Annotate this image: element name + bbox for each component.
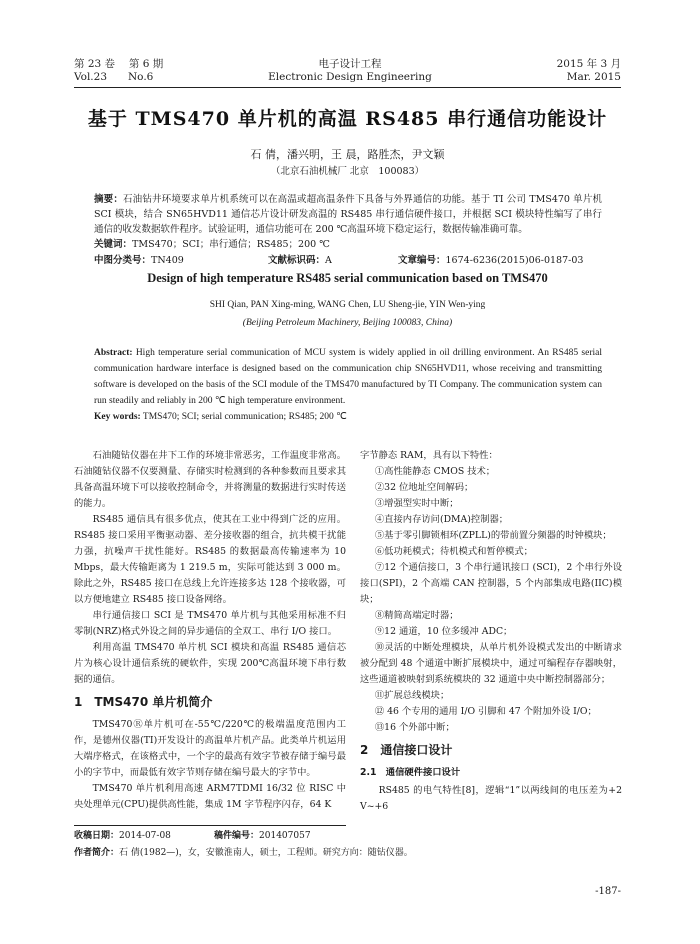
manuscript-number-label: 稿件编号：	[214, 831, 260, 841]
body-left-column	[74, 448, 346, 813]
author-bio-value: 石 倩(1982—)，女，安徽淮南人，硕士，工程师。研究方向：随钻仪器。	[119, 848, 413, 858]
clc-value: TN409	[151, 255, 184, 266]
body-right-column	[360, 448, 622, 815]
keywords-en-text: TMS470; SCI; serial communication; RS485; 200 ℃	[142, 412, 347, 422]
subsection-heading-2-1: 2.1 通信硬件接口设计	[360, 767, 461, 778]
clc-number	[94, 253, 184, 269]
manuscript-number	[214, 829, 311, 844]
keywords-cn-label: 关键词：	[94, 239, 133, 250]
paper-title-en: Design of high temperature RS485 serial communication based on TMS470	[147, 271, 548, 285]
list-item: ⑦12 个通信接口，3 个串行通讯接口 (SCI)，2 个串行外设接口(SPI)，2 个高端 CAN 控制器，5 个内部集成电路(IIC)模块；	[360, 562, 622, 605]
author-bio-label: 作者简介：	[74, 848, 120, 858]
abstract-cn	[94, 192, 602, 252]
paragraph: TMS470 单片机利用高速 ARM7TDMI 16/32 位 RISC 中央处理单元(CPU)提供高性能，集成 1M 字节程序闪存，64 K	[74, 783, 346, 810]
authors-cn: 石 倩，潘兴明，王 晨，路胜杰，尹文颖	[250, 148, 445, 161]
list-item: ⑩灵活的中断处理模块，从单片机外设模式发出的中断请求被分配到 48 个通道中断扩展模块中，通过可编程存存器映射，这些通道被映射到系统模块的 32 通道中央中断控制器部分；	[360, 642, 622, 685]
document-code	[268, 253, 332, 269]
publication-date-en: Mar. 2015	[566, 71, 621, 83]
list-item: ⑫ 46 个专用的通用 I/O 引脚和 47 个附加外设 I/O；	[374, 706, 597, 717]
publication-date-cn: 2015 年 3 月	[556, 58, 621, 70]
doc-code-value: A	[325, 255, 332, 266]
volume-issue	[74, 58, 163, 84]
list-item: ⑤基于零引脚锁相环(ZPLL)的带前置分频器的时钟模块；	[374, 530, 612, 541]
affiliation-cn: （北京石油机械厂 北京 100083）	[270, 166, 425, 177]
list-item: ①高性能静态 CMOS 技术；	[374, 466, 496, 477]
received-date-value: 2014-07-08	[119, 831, 171, 841]
footnote-rule	[74, 825, 346, 826]
journal-name-cn: 电子设计工程	[318, 58, 382, 70]
volume-issue-cn: 第 23 卷 第 6 期	[74, 58, 164, 70]
paper-title-cn: 基于 TMS470 单片机的高温 RS485 串行通信功能设计	[87, 108, 608, 130]
author-bio	[74, 846, 622, 861]
keywords-cn-text: TMS470；SCI；串行通信；RS485；200 ℃	[132, 239, 330, 250]
paragraph: 利用高温 TMS470 单片机 SCI 模块和高温 RS485 通信芯片为核心设计通信系统的硬软件，实现 200℃高温环境下串行数据的通信。	[74, 642, 346, 685]
clc-label: 中图分类号：	[94, 255, 152, 266]
page-number: -187-	[595, 886, 621, 897]
manuscript-number-value: 201407057	[259, 831, 311, 841]
keywords-cn	[94, 237, 602, 252]
article-number	[398, 253, 583, 269]
abstract-en	[94, 345, 602, 425]
section-heading-2: 2 通信接口设计	[360, 743, 453, 757]
abstract-cn-text: 石油钻井环境要求单片机系统可以在高温或超高温条件下具备与外界通信的功能。基于 TI 公司 TMS470 单片机 SCI 模块，结合 SN65HVD11 通信芯片设计研发高温的 RS485 串行通信硬件接口，并根据 SCI 模块特性编写了串行通信的收发数据软件程序。试验证明，通信功能可在 200 ℃高温环境下稳定运行，数据传输准确可靠。	[94, 194, 602, 235]
received-date	[74, 829, 171, 844]
doc-code-label: 文献标识码：	[268, 255, 326, 266]
authors-en: SHI Qian, PAN Xing-ming, WANG Chen, LU Sheng-jie, YIN Wen-ying	[209, 300, 486, 310]
keywords-en-label: Key words:	[94, 412, 141, 422]
paragraph: 字节静态 RAM，具有以下特性：	[360, 450, 498, 461]
list-item: ⑬16 个外部中断；	[374, 722, 455, 733]
list-item: ⑨12 通道，10 位多缓冲 ADC；	[374, 626, 513, 637]
article-number-value: 1674-6236(2015)06-0187-03	[445, 255, 584, 266]
abstract-en-label: Abstract:	[94, 348, 133, 358]
section-heading-1: 1 TMS470 单片机简介	[74, 695, 213, 709]
journal-name	[220, 58, 480, 84]
affiliation-en: (Beijing Petroleum Machinery, Beijing 100083, China)	[242, 318, 453, 328]
journal-name-en: Electronic Design Engineering	[268, 71, 432, 83]
list-item: ⑥低功耗模式；待机模式和暂停模式；	[374, 546, 533, 557]
article-number-label: 文章编号：	[398, 255, 446, 266]
keywords-en	[94, 409, 602, 425]
paragraph: 串行通信接口 SCI 是 TMS470 单片机与其他采用标准不归零制(NRZ)格式外设之间的异步通信的全双工、串行 I/O 接口。	[74, 610, 346, 637]
list-item: ⑪扩展总线模块；	[374, 690, 450, 701]
header-rule	[74, 87, 621, 88]
paragraph: RS485 的电气特性[8]，逻辑“1”以两线间的电压差为+2 V~+6	[360, 785, 622, 812]
paragraph: TMS470Ⓡ单片机可在-55℃/220℃的极端温度范围内工作，是德州仪器(TI)开发设计的高温单片机产品。此类单片机运用大端序格式，在该格式中，一个字的最高有效字节被存储于编号最小的字节中，而最低有效字节则存储在编号最大的字节中。	[74, 719, 346, 778]
paragraph: RS485 通信具有很多优点，使其在工业中得到广泛的应用。RS485 接口采用平衡驱动器、差分接收器的组合，抗共模干扰能力强，抗噪声干扰性能好。RS485 的数据最高传输速率为 10 Mbps，最大传输距离为 1 219.5 m，实际可能达到 3 000 m。除此之外，RS485 接口在总线上允许连接多达 128 个接收器，可以方便地建立 RS485 接口设备网络。	[74, 514, 346, 605]
list-item: ④直接内存访问(DMA)控制器；	[374, 514, 509, 525]
paragraph: 石油随钻仪器在井下工作的环境非常恶劣，工作温度非常高。石油随钻仪器不仅要测量、存储实时检测到的各种参数而且要求其具备高温环境下可以接收控制命令，并将测量的数据进行实时传送的能力。	[74, 450, 346, 509]
received-date-label: 收稿日期：	[74, 831, 120, 841]
volume-issue-en: Vol.23 No.6	[74, 71, 154, 83]
list-item: ②32 位地址空间解码；	[374, 482, 474, 493]
abstract-cn-label: 摘要：	[94, 194, 123, 205]
list-item: ⑧精简高端定时器；	[374, 610, 459, 621]
list-item: ③增强型实时中断；	[374, 498, 459, 509]
abstract-en-text: High temperature serial communication of MCU system is widely applied in oil drilling environment. An RS485 serial communication hardware interface is designed based on the communication chip SN65HVD11, whose receiving and transmitting software is developed on the basis of the SCI module of the TMS470 manufactured by TI Company. The communication system can run steadily and reliably in 200 ℃ high temperature environment.	[94, 348, 602, 406]
publication-date	[557, 58, 621, 84]
